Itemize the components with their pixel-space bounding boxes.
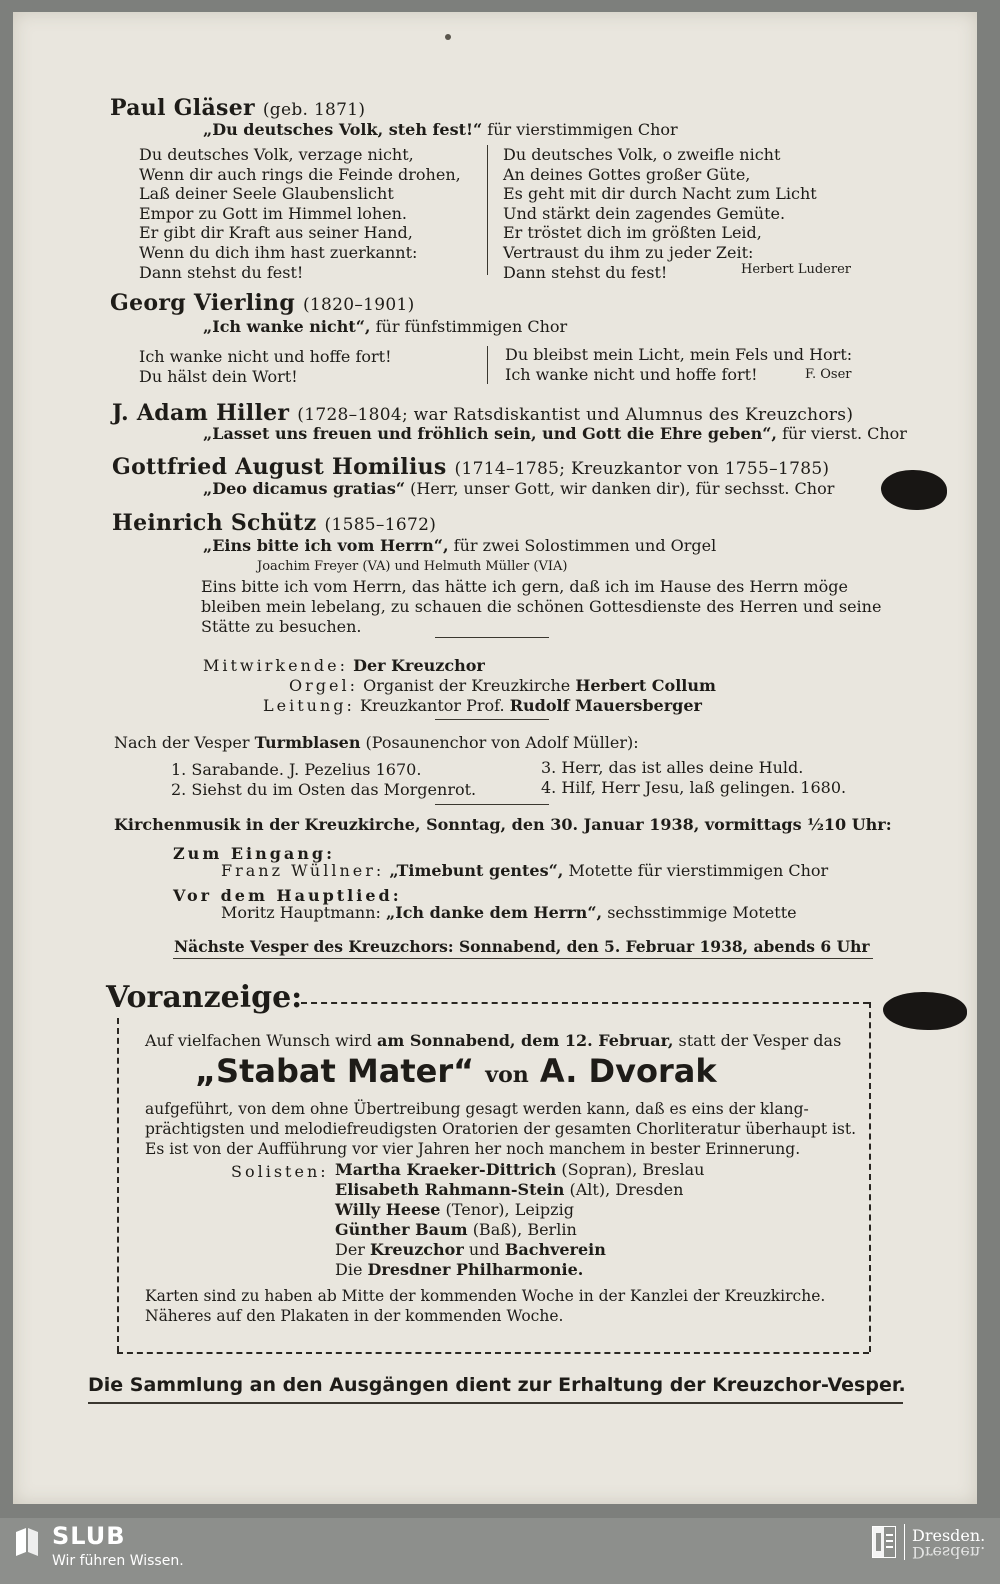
text-line: Eins bitte ich vom Herrn, das hätte ich gern, daß ich im Hause des Herrn möge <box>201 577 848 596</box>
hauptlied-label: Vor dem Hauptlied: <box>173 886 402 905</box>
work-scoring: für vierst. Chor <box>782 424 907 443</box>
soloist-row <box>335 1160 704 1180</box>
composer-dates: (1714–1785; Kreuzkantor von 1755–1785) <box>454 459 830 479</box>
turmblasen-pre: Nach der Vesper <box>114 733 250 752</box>
intro-date: am Sonnabend, dem 12. Februar, <box>376 1031 674 1050</box>
tickets-info <box>145 1286 825 1326</box>
composer-name: A. Dvorak <box>539 1052 717 1090</box>
poem-line: Vertraust du ihm zu jeder Zeit: <box>503 242 754 262</box>
composer-hiller <box>112 400 853 426</box>
poem-line: Laß deiner Seele Glaubenslicht <box>139 184 394 204</box>
composer-name: Paul Gläser <box>110 95 255 121</box>
next-vesper-underline <box>173 958 873 959</box>
poem-line: Er tröstet dich im größten Leid, <box>503 223 762 243</box>
dresden-line-mirror: Dresden. <box>912 1543 986 1562</box>
poem-line: Du bleibst mein Licht, mein Fels und Hort: <box>505 345 853 364</box>
soloist-name: Elisabeth Rahmann-Stein <box>335 1180 565 1199</box>
work-scoring: für vierstimmigen Chor <box>487 120 678 139</box>
poem-line: Wenn dir auch rings die Feinde drohen, <box>139 164 461 184</box>
turmblasen-item: 2. Siehst du im Osten das Morgenrot. <box>171 780 477 799</box>
stabat-mater-title <box>195 1052 717 1090</box>
poem-author: Herbert Luderer <box>741 262 851 277</box>
composer-dates: (1585–1672) <box>324 515 437 535</box>
hauptlied-rest: sechsstimmige Motette <box>607 903 797 922</box>
solisten-label: Solisten: <box>231 1162 329 1181</box>
frame-bottom-ornament <box>117 1352 869 1354</box>
poem-line: Wenn du dich ihm hast zuerkannt: <box>139 242 418 262</box>
library-footer <box>0 1518 1000 1584</box>
poem-author: F. Oser <box>805 367 852 382</box>
poem-line: Er gibt dir Kraft aus seiner Hand, <box>139 223 413 243</box>
credit-name: Herbert Collum <box>575 676 716 695</box>
hauptlied-composer: Moritz Hauptmann: <box>221 903 381 922</box>
soloist-name: Willy Heese <box>335 1200 441 1219</box>
frame-left-ornament <box>117 1018 119 1352</box>
soloist-detail: (Alt), Dresden <box>569 1180 684 1199</box>
eingang-work: „Timebunt gentes“, <box>389 861 564 880</box>
ensemble-row <box>335 1240 704 1260</box>
dresden-crest-icon <box>872 1526 896 1558</box>
next-vesper-notice: Nächste Vesper des Kreuzchors: Sonnabend, den 5. Februar 1938, abends 6 Uhr <box>174 937 870 956</box>
poem-line: Empor zu Gott im Himmel lohen. <box>139 203 408 223</box>
divider <box>435 719 549 720</box>
soloist-name: Günther Baum <box>335 1220 468 1239</box>
desc-line: prächtigsten und melodiefreudigsten Oratorien der gesamten Chorliteratur überhaupt ist. <box>145 1120 857 1138</box>
collection-underline <box>88 1402 903 1404</box>
turmblasen-title: Turmblasen <box>254 733 361 752</box>
eingang-composer: Franz Wüllner: <box>221 861 385 880</box>
soloist-name: Martha Kraeker-Dittrich <box>335 1160 557 1179</box>
soloist-row <box>335 1220 704 1240</box>
divider <box>435 637 549 638</box>
poem-vierling-right <box>505 345 852 384</box>
poem-glaeser-left <box>139 145 461 282</box>
ensemble-a: Kreuzchor <box>370 1240 464 1259</box>
dresden-wordmark <box>912 1528 985 1560</box>
soloist-detail: (Sopran), Breslau <box>561 1160 705 1179</box>
work-title: „Stabat Mater“ <box>195 1052 475 1090</box>
orchestra-pre: Die <box>335 1260 363 1279</box>
turmblasen-item: 4. Hilf, Herr Jesu, laß gelingen. 1680. <box>541 778 847 797</box>
work-title: „Eins bitte ich vom Herrn“, <box>203 536 449 555</box>
desc-line: aufgeführt, von dem ohne Übertreibung gesagt werden kann, daß es eins der klang- <box>145 1100 809 1118</box>
poem-line: Dann stehst du fest! <box>139 262 304 282</box>
composer-name: J. Adam Hiller <box>112 400 290 426</box>
credit-name: Rudolf Mauersberger <box>509 696 702 715</box>
poem-line: Es geht mit dir durch Nacht zum Licht <box>503 184 817 204</box>
ink-blot <box>881 470 947 510</box>
soloist-row <box>335 1200 704 1220</box>
soloist-list <box>335 1160 704 1280</box>
turmblasen-heading <box>114 733 639 753</box>
composer-name: Georg Vierling <box>110 290 296 316</box>
credit-label: Mitwirkende: <box>203 656 348 675</box>
tickets-line: Näheres auf den Plakaten in der kommenden Woche. <box>145 1307 564 1325</box>
work-scoring: für zwei Solostimmen und Orgel <box>453 536 717 555</box>
von-word: von <box>485 1062 529 1088</box>
credit-prefix: Organist der Kreuzkirche <box>363 676 571 695</box>
soloist-row <box>335 1180 704 1200</box>
work-title: „Ich wanke nicht“, <box>203 317 371 336</box>
poem-vierling-left <box>139 347 392 386</box>
footer-divider <box>904 1524 905 1560</box>
work-title: „Deo dicamus gratias“ <box>203 479 406 498</box>
intro-pre: Auf vielfachen Wunsch wird <box>145 1031 372 1050</box>
work-vierling <box>203 317 567 336</box>
hauptlied-work: „Ich danke dem Herrn“, <box>386 903 603 922</box>
orchestra-row <box>335 1260 704 1280</box>
work-scoring: für fünfstimmigen Chor <box>375 317 568 336</box>
composer-glaeser <box>110 95 365 121</box>
eingang-line <box>221 861 828 881</box>
work-hiller <box>203 424 907 443</box>
kirchenmusik-heading: Kirchenmusik in der Kreuzkirche, Sonntag, den 30. Januar 1938, vormittags ½10 Uhr: <box>114 815 892 834</box>
turmblasen-post: (Posaunenchor von Adolf Müller): <box>365 733 639 752</box>
tickets-line: Karten sind zu haben ab Mitte der kommenden Woche in der Kanzlei der Kreuzkirche. <box>145 1287 826 1305</box>
poem-line: Du hälst dein Wort! <box>139 366 298 386</box>
intro-post: statt der Vesper das <box>678 1031 842 1050</box>
work-scoring: (Herr, unser Gott, wir danken dir), für sechsst. Chor <box>410 479 835 498</box>
poem-line: Du deutsches Volk, o zweifle nicht <box>503 145 781 164</box>
text-schuetz <box>201 577 881 637</box>
hauptlied-line <box>221 903 797 923</box>
dresden-line: Dresden. <box>912 1526 986 1545</box>
text-line: Stätte zu besuchen. <box>201 617 362 636</box>
slub-title: SLUB <box>52 1522 126 1550</box>
soloists-schuetz: Joachim Freyer (VA) und Helmuth Müller (VIA) <box>257 559 568 574</box>
turmblasen-item: 1. Sarabande. J. Pezelius 1670. <box>171 760 422 779</box>
work-title: „Lasset uns freuen und fröhlich sein, und Gott die Ehre geben“, <box>203 424 777 443</box>
program-page <box>13 12 977 1504</box>
poem-divider <box>487 346 488 384</box>
credits-orgel <box>289 676 716 696</box>
composer-homilius <box>112 454 829 480</box>
composer-dates: (geb. 1871) <box>262 100 366 120</box>
turmblasen-item: 3. Herr, das ist alles deine Huld. <box>541 758 804 777</box>
slub-book-icon <box>14 1526 40 1556</box>
frame-right-ornament <box>869 1002 871 1352</box>
credits-leitung <box>263 696 702 716</box>
credits-mitwirkende <box>203 656 485 676</box>
collection-notice: Die Sammlung an den Ausgängen dient zur Erhaltung der Kreuzchor-Vesper. <box>88 1374 906 1396</box>
work-homilius <box>203 479 834 498</box>
credit-label: Orgel: <box>289 676 358 695</box>
orchestra-name: Dresdner Philharmonie. <box>367 1260 584 1279</box>
credit-value: Der Kreuzchor <box>353 656 485 675</box>
poem-line: Ich wanke nicht und hoffe fort! <box>139 347 392 366</box>
frame-top-ornament <box>301 1002 869 1004</box>
poem-divider <box>487 145 488 275</box>
poem-line: Ich wanke nicht und hoffe fort! <box>505 364 758 384</box>
soloist-detail: (Baß), Berlin <box>472 1220 577 1239</box>
divider <box>435 804 549 805</box>
voranzeige-heading: Voranzeige: <box>106 980 303 1015</box>
ensemble-und: und <box>468 1240 500 1259</box>
composer-dates: (1728–1804; war Ratsdiskantist und Alumnus des Kreuzchors) <box>297 405 854 425</box>
composer-schuetz <box>112 510 436 536</box>
soloist-detail: (Tenor), Leipzig <box>445 1200 574 1219</box>
eingang-label: Zum Eingang: <box>173 844 335 863</box>
ink-blot <box>883 992 967 1030</box>
desc-line: Es ist von der Aufführung vor vier Jahren her noch manchem in bester Erinnerung. <box>145 1140 801 1158</box>
composer-dates: (1820–1901) <box>302 295 415 315</box>
eingang-rest: Motette für vierstimmigen Chor <box>568 861 829 880</box>
credit-prefix: Kreuzkantor Prof. <box>359 696 505 715</box>
composer-name: Gottfried August Homilius <box>112 454 447 480</box>
work-title: „Du deutsches Volk, steh fest!“ <box>203 120 483 139</box>
poem-line: Dann stehst du fest! <box>503 262 668 282</box>
voranzeige-intro <box>145 1031 841 1051</box>
poem-line: Du deutsches Volk, verzage nicht, <box>139 145 414 164</box>
poem-line: An deines Gottes großer Güte, <box>503 164 751 184</box>
composer-name: Heinrich Schütz <box>112 510 317 536</box>
voranzeige-description <box>145 1099 856 1159</box>
punch-hole-mark <box>445 34 451 40</box>
work-glaeser <box>203 120 678 139</box>
text-line: bleiben mein lebelang, zu schauen die schönen Gottesdienste des Herren und seine <box>201 597 882 616</box>
work-schuetz <box>203 536 716 555</box>
credit-label: Leitung: <box>263 696 355 715</box>
ensemble-pre: Der <box>335 1240 365 1259</box>
poem-line: Und stärkt dein zagendes Gemüte. <box>503 203 786 223</box>
ensemble-b: Bachverein <box>504 1240 606 1259</box>
slub-subtitle: Wir führen Wissen. <box>52 1553 184 1569</box>
composer-vierling <box>110 290 415 316</box>
